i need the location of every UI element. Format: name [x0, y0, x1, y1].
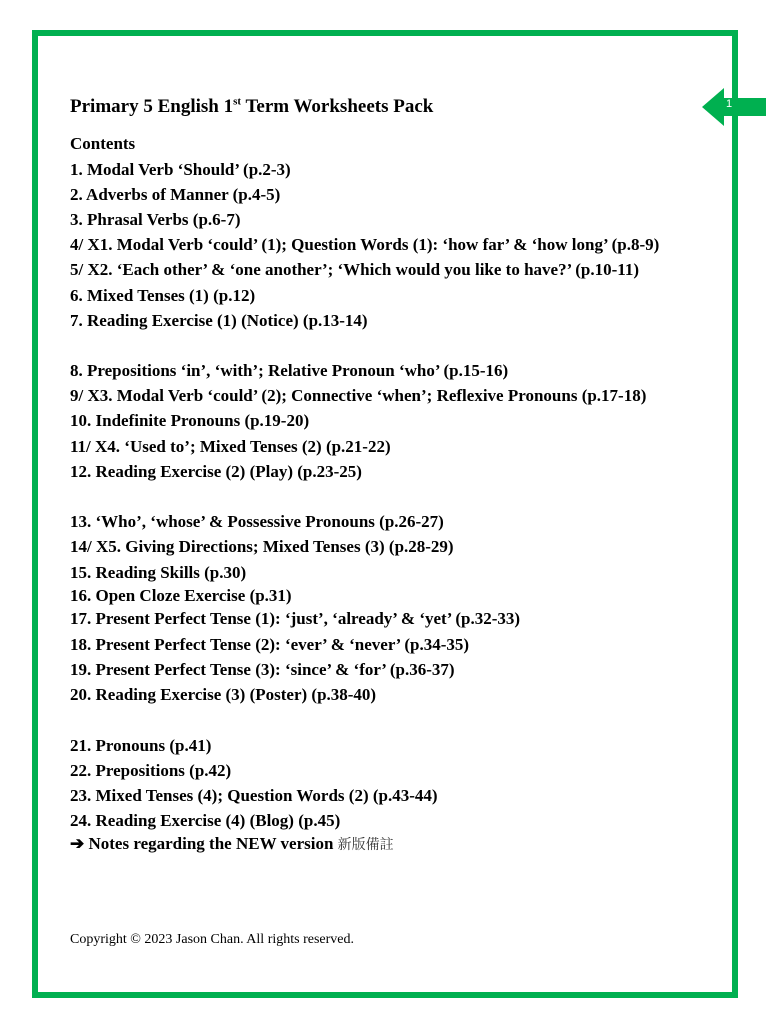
toc-item-19[interactable]: 19. Present Perfect Tense (3): ‘since’ & ‘for’ (p.36-37): [70, 660, 455, 679]
toc-item-17[interactable]: 17. Present Perfect Tense (1): ‘just’, ‘already’ & ‘yet’ (p.32-33): [70, 609, 521, 628]
notes-link-cjk: 新版備註: [337, 837, 394, 853]
toc-item-8[interactable]: 8. Prepositions ‘in’, ‘with’; Relative Pronoun ‘who’ (p.15-16): [70, 361, 509, 380]
page-number: 1: [725, 98, 733, 110]
toc-item-15[interactable]: 15. Reading Skills (p.30): [70, 563, 247, 582]
toc-item-10[interactable]: 10. Indefinite Pronouns (p.19-20): [70, 411, 310, 430]
toc-item-23[interactable]: 23. Mixed Tenses (4); Question Words (2) (p.43-44): [70, 786, 438, 805]
toc-item-13[interactable]: 13. ‘Who’, ‘whose’ & Possessive Pronouns (p.26-27): [70, 512, 444, 531]
contents-heading: Contents: [70, 134, 136, 153]
title-prefix: Primary 5 English 1: [70, 96, 234, 117]
title-suffix: Term Worksheets Pack: [241, 96, 434, 117]
toc-item-12[interactable]: 12. Reading Exercise (2) (Play) (p.23-25): [70, 462, 362, 481]
toc-item-20[interactable]: 20. Reading Exercise (3) (Poster) (p.38-40): [70, 685, 377, 704]
page-number-tab: [702, 88, 766, 126]
toc-item-24[interactable]: 24. Reading Exercise (4) (Blog) (p.45): [70, 811, 341, 830]
toc-item-5[interactable]: 5/ X2. ‘Each other’ & ‘one another’; ‘Which would you like to have?’ (p.10-11): [70, 260, 639, 279]
toc-item-7[interactable]: 7. Reading Exercise (1) (Notice) (p.13-14): [70, 311, 368, 330]
toc-item-18[interactable]: 18. Present Perfect Tense (2): ‘ever’ & ‘never’ (p.34-35): [70, 635, 470, 654]
toc-item-4[interactable]: 4/ X1. Modal Verb ‘could’ (1); Question Words (1): ‘how far’ & ‘how long’ (p.8-9): [70, 235, 660, 254]
toc-item-14[interactable]: 14/ X5. Giving Directions; Mixed Tenses (3) (p.28-29): [70, 537, 454, 556]
toc-item-11[interactable]: 11/ X4. ‘Used to’; Mixed Tenses (2) (p.21-22): [70, 437, 391, 456]
toc-item-22[interactable]: 22. Prepositions (p.42): [70, 761, 232, 780]
notes-new-version-link[interactable]: [70, 834, 394, 855]
toc-item-3[interactable]: 3. Phrasal Verbs (p.6-7): [70, 210, 241, 229]
toc-item-1[interactable]: 1. Modal Verb ‘Should’ (p.2-3): [70, 160, 291, 179]
page-title: [70, 96, 433, 118]
toc-item-16[interactable]: 16. Open Cloze Exercise (p.31): [70, 586, 292, 605]
toc-item-6[interactable]: 6. Mixed Tenses (1) (p.12): [70, 286, 256, 305]
toc-item-2[interactable]: 2. Adverbs of Manner (p.4-5): [70, 185, 281, 204]
toc-item-9[interactable]: 9/ X3. Modal Verb ‘could’ (2); Connective ‘when’; Reflexive Pronouns (p.17-18): [70, 386, 647, 405]
title-superscript: st: [233, 95, 242, 108]
copyright-notice: Copyright © 2023 Jason Chan. All rights reserved.: [70, 932, 354, 947]
notes-link-text: ➔ Notes regarding the NEW version: [70, 834, 338, 853]
toc-item-21[interactable]: 21. Pronouns (p.41): [70, 736, 212, 755]
